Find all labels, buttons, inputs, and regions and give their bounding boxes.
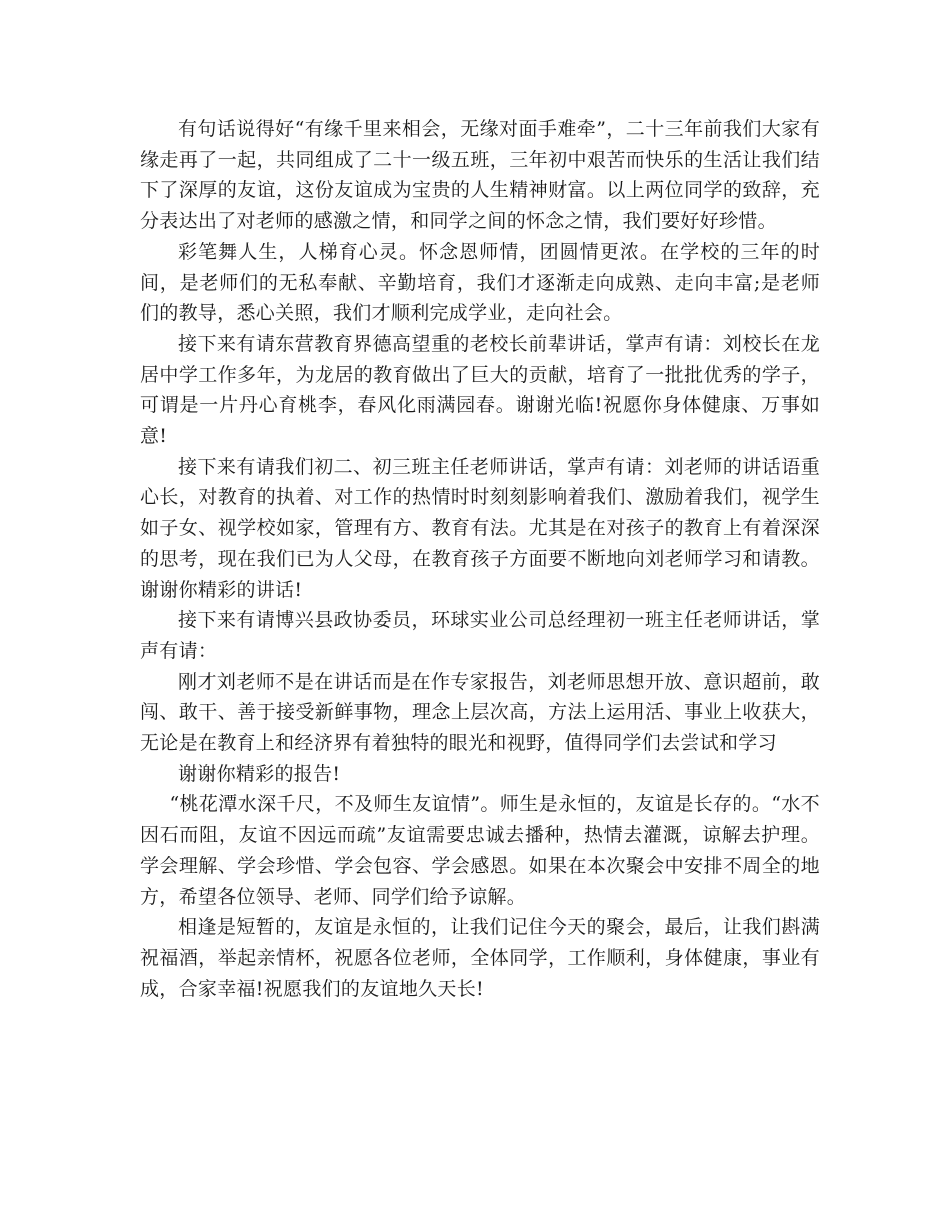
paragraph-thanks: 谢谢你精彩的报告! — [178, 762, 341, 785]
paragraph-opening-quote: 有句话说得好“有缘千里来相会，无缘对面手难牵”，二十三年前我们大家有缘走再了一起，共同组成了二十一级五班，三年初中艰苦而快乐的生活让我们结下了深厚的友谊，这份友谊成为宝贵的人生精神财富。以上两位同学的致辞，充分表达出了对老师的感激之情，和同学之间的怀念之情，我们要好好珍惜。 — [140, 118, 820, 233]
paragraph-guest-introduction: 接下来有请博兴县政协委员，环球实业公司总经理初一班主任老师讲话，掌声有请： — [140, 609, 820, 662]
paragraph-homeroom-teacher-speech: 接下来有请我们初二、初三班主任老师讲话，掌声有请：刘老师的讲话语重心长，对教育的执着、对工作的热情时时刻刻影响着我们、激励着我们，视学生如子女、视学校如家，管理有方、教育有法。尤其是在对孩子的教育上有着深深的思考，现在我们已为人父母，在教育孩子方面要不断地向刘老师学习和请教。谢谢你精彩的讲话! — [140, 455, 820, 601]
document-body — [140, 114, 820, 1004]
paragraph-report-praise: 刚才刘老师不是在讲话而是在作专家报告，刘老师思想开放、意识超前，敢闯、敢干、善于接受新鲜事物，理念上层次高，方法上运用活、事业上收获大，无论是在教育上和经济界有着独特的眼光和视野，值得同学们去尝试和学习 — [140, 670, 820, 755]
paragraph-friendship: “桃花潭水深千尺，不及师生友谊情”。师生是永恒的，友谊是长存的。“水不因石而阻，友谊不因远而疏”友谊需要忠诚去播种，热情去灌溉，谅解去护理。学会理解、学会珍惜、学会包容、学会感恩。如果在本次聚会中安排不周全的地方，希望各位领导、老师、同学们给予谅解。 — [140, 793, 820, 908]
paragraph-teachers-tribute: 彩笔舞人生，人梯育心灵。怀念恩师情，团圆情更浓。在学校的三年的时间，是老师们的无私奉献、辛勤培育，我们才逐渐走向成熟、走向丰富;是老师们的教导，悉心关照，我们才顺利完成学业，走向社会。 — [140, 240, 820, 325]
paragraph-closing-toast: 相逢是短暂的，友谊是永恒的，让我们记住今天的聚会，最后，让我们斟满祝福酒，举起亲情杯，祝愿各位老师，全体同学，工作顺利，身体健康，事业有成，合家幸福!祝愿我们的友谊地久天长! — [140, 916, 820, 1000]
paragraph-principal-speech: 接下来有请东营教育界德高望重的老校长前辈讲话，掌声有请：刘校长在龙居中学工作多年，为龙居的教育做出了巨大的贡献，培育了一批批优秀的学子，可谓是一片丹心育桃李，春风化雨满园春。谢谢光临!祝愿你身体健康、万事如意! — [140, 332, 820, 448]
